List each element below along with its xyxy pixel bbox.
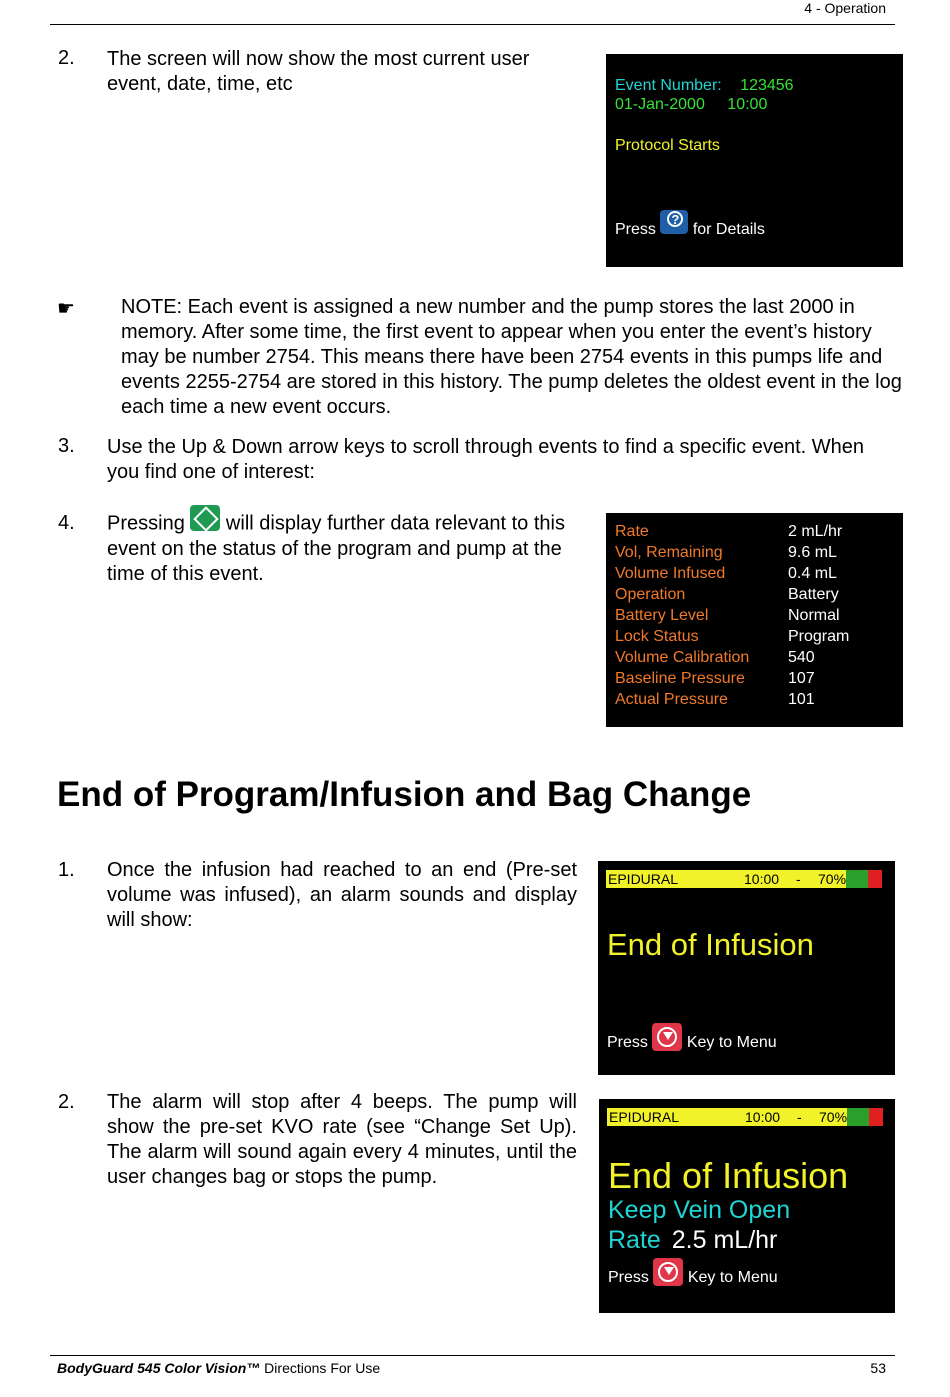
detail-value: 101: [788, 691, 815, 708]
step-text: Use the Up & Down arrow keys to scroll through events to find a specific event. When you find one of interest:: [107, 436, 865, 483]
alarm-message: End of Infusion: [608, 1155, 849, 1196]
stop-key-icon: [652, 1023, 682, 1051]
step-number: 4.: [58, 512, 75, 534]
note-text: NOTE: Each event is assigned a new number and the pump stores the last 2000 in memory. After some time, the first event to appear when you enter the event’s history may be number 2754. This means there have been 2754 events in this pumps life and events 2255-2754 are stored in this history. The pump deletes the oldest event in the log each time a new event occurs.: [121, 296, 902, 418]
page-number: 53: [870, 1360, 886, 1376]
event-details-screen: [606, 513, 903, 727]
detail-label: Actual Pressure: [615, 691, 728, 708]
event-screen: [606, 54, 903, 267]
detail-value: Battery: [788, 586, 839, 603]
detail-value: 9.6 mL: [788, 544, 837, 561]
step-number: 1.: [58, 859, 75, 881]
event-name: Protocol Starts: [615, 137, 720, 154]
footer-rule: [50, 1355, 895, 1356]
for-details-label: for Details: [692, 221, 765, 239]
key-to-menu-label: Key to Menu: [686, 1034, 777, 1052]
detail-label: Baseline Pressure: [615, 670, 745, 687]
detail-value: Program: [788, 628, 850, 645]
event-number-label: Event Number:: [615, 77, 722, 94]
alarm-message: End of Infusion: [607, 927, 814, 962]
battery-bar-red: [869, 1108, 883, 1126]
step-text-pre: Pressing: [107, 512, 185, 535]
footer-subtitle: Directions For Use: [260, 1360, 381, 1376]
step-text: The screen will now show the most current user event, date, time, etc: [107, 48, 530, 95]
footer-title: [57, 1360, 380, 1376]
detail-label: Battery Level: [615, 607, 709, 624]
mode-label: EPIDURAL: [608, 871, 679, 887]
step-text: The alarm will stop after 4 beeps. The pump will show the pre-set KVO rate (see “Change Set Up). The alarm will sound again every 4 minutes, until the user changes bag or stops the pump.: [107, 1091, 577, 1188]
battery-bar-red: [868, 870, 882, 888]
status-bar: [607, 1108, 887, 1126]
detail-value: Normal: [788, 607, 840, 624]
ok-diamond-key-icon: [190, 505, 220, 531]
clock-time: 10:00: [745, 1109, 781, 1125]
press-label: Press: [608, 1269, 649, 1287]
battery-percent: 70%: [819, 1109, 848, 1125]
battery-percent: 70%: [818, 871, 847, 887]
rate-value: 2.5 mL/hr: [671, 1226, 778, 1254]
detail-value: 540: [788, 649, 815, 666]
stop-key-icon: [653, 1258, 683, 1286]
step-number: 3.: [58, 435, 75, 457]
battery-bar-green: [846, 870, 868, 888]
detail-label: Vol, Remaining: [615, 544, 723, 561]
status-dash: -: [796, 871, 801, 887]
step-text-post: will display further data relevant to this event on the status of the program and pump at the time of this event.: [107, 512, 565, 585]
step-text: Once the infusion had reached to an end (Pre-set volume was infused), an alarm sounds and display will show:: [107, 859, 577, 931]
event-date: 01-Jan-2000: [615, 96, 705, 113]
status-bar: [606, 870, 887, 888]
header-rule: [50, 24, 895, 25]
kvo-screen: [599, 1099, 895, 1313]
battery-bar-green: [847, 1108, 869, 1126]
header-section: 4 - Operation: [804, 0, 886, 16]
mode-label: EPIDURAL: [609, 1109, 680, 1125]
event-time: 10:00: [727, 96, 768, 113]
clock-time: 10:00: [744, 871, 780, 887]
detail-label: Volume Infused: [615, 565, 726, 582]
status-dash: -: [797, 1109, 802, 1125]
press-label: Press: [607, 1034, 648, 1052]
key-to-menu-label: Key to Menu: [687, 1269, 778, 1287]
rate-label: Rate: [608, 1226, 661, 1254]
press-label: Press: [615, 221, 656, 239]
help-question-key-icon: [660, 210, 688, 234]
step-number: 2.: [58, 47, 75, 69]
detail-label: Operation: [615, 586, 686, 603]
end-of-infusion-screen: [598, 861, 895, 1075]
detail-value: 2 mL/hr: [788, 523, 843, 540]
detail-label: Volume Calibration: [615, 649, 750, 666]
section-heading: End of Program/Infusion and Bag Change: [57, 775, 752, 814]
kvo-label: Keep Vein Open: [608, 1196, 791, 1224]
footer-product: BodyGuard 545 Color Vision™: [57, 1360, 261, 1376]
detail-value: 0.4 mL: [788, 565, 837, 582]
detail-label: Lock Status: [615, 628, 699, 645]
detail-label: Rate: [615, 523, 649, 540]
step-text: [107, 511, 577, 587]
step-number: 2.: [58, 1091, 75, 1113]
note-hand-icon: ☛: [57, 298, 75, 320]
event-number-value: 123456: [740, 77, 794, 94]
detail-value: 107: [788, 670, 815, 687]
